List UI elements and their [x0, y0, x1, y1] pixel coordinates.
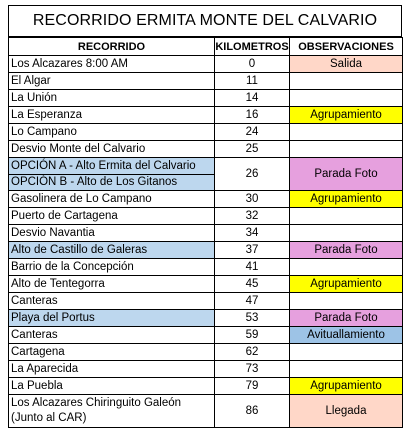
obs-cell[interactable]: Parada Foto	[290, 310, 403, 327]
obs-cell[interactable]: Agrupamiento	[290, 276, 403, 293]
km-cell[interactable]: 86	[215, 395, 290, 428]
obs-cell[interactable]	[290, 73, 403, 90]
obs-cell[interactable]	[290, 344, 403, 361]
route-cell[interactable]: Barrio de la Concepción	[9, 259, 215, 276]
table-row	[9, 124, 403, 141]
route-cell[interactable]: Puerto de Cartagena	[9, 208, 215, 225]
obs-cell[interactable]: Salida	[290, 56, 403, 73]
obs-cell[interactable]	[290, 259, 403, 276]
km-cell[interactable]: 47	[215, 293, 290, 310]
table-row	[9, 73, 403, 90]
km-cell[interactable]: 26	[215, 158, 290, 191]
obs-cell[interactable]: Agrupamiento	[290, 378, 403, 395]
table-row	[9, 395, 403, 428]
km-cell[interactable]: 0	[215, 56, 290, 73]
obs-cell[interactable]	[290, 90, 403, 107]
option-b-label: OPCIÓN B - Alto de Los Gitanos	[11, 175, 178, 188]
km-cell[interactable]: 30	[215, 191, 290, 208]
route-cell[interactable]: Canteras	[9, 327, 215, 344]
page-title: RECORRIDO ERMITA MONTE DEL CALVARIO	[8, 5, 402, 37]
obs-cell[interactable]	[290, 141, 403, 158]
km-cell[interactable]: 79	[215, 378, 290, 395]
finish-sublabel: (Junto al CAR)	[11, 412, 87, 424]
km-cell[interactable]: 59	[215, 327, 290, 344]
route-cell-finish[interactable]	[9, 395, 215, 428]
table-row	[9, 90, 403, 107]
route-cell[interactable]: Lo Campano	[9, 124, 215, 141]
km-cell[interactable]: 37	[215, 242, 290, 259]
km-cell[interactable]: 32	[215, 208, 290, 225]
header-row	[9, 38, 403, 56]
table-row	[9, 225, 403, 242]
km-cell[interactable]: 14	[215, 90, 290, 107]
obs-cell[interactable]: Avituallamiento	[290, 327, 403, 344]
table-row	[9, 158, 403, 191]
route-cell[interactable]: La Puebla	[9, 378, 215, 395]
finish-label: Los Alcazares Chiringuito Galeón	[11, 397, 182, 409]
obs-cell[interactable]	[290, 361, 403, 378]
obs-cell[interactable]: Agrupamiento	[290, 191, 403, 208]
obs-cell[interactable]	[290, 208, 403, 225]
table-row	[9, 361, 403, 378]
table-row	[9, 276, 403, 293]
table-row	[9, 242, 403, 259]
km-cell[interactable]: 53	[215, 310, 290, 327]
header-km: KILOMETROS	[215, 38, 290, 56]
route-table	[8, 37, 403, 428]
table-row	[9, 208, 403, 225]
route-cell[interactable]: La Esperanza	[9, 107, 215, 124]
header-observations: OBSERVACIONES	[290, 38, 403, 56]
km-cell[interactable]: 62	[215, 344, 290, 361]
km-cell[interactable]: 24	[215, 124, 290, 141]
route-cell[interactable]: Alto de Castillo de Galeras	[9, 242, 215, 259]
route-cell[interactable]: La Aparecida	[9, 361, 215, 378]
route-cell[interactable]: Desvio Monte del Calvario	[9, 141, 215, 158]
obs-cell[interactable]	[290, 225, 403, 242]
km-cell[interactable]: 45	[215, 276, 290, 293]
table-row	[9, 378, 403, 395]
table-row	[9, 107, 403, 124]
table-row	[9, 191, 403, 208]
table-row	[9, 56, 403, 73]
table-row	[9, 344, 403, 361]
header-route: RECORRIDO	[9, 38, 215, 56]
km-cell[interactable]: 16	[215, 107, 290, 124]
obs-cell[interactable]	[290, 293, 403, 310]
route-cell[interactable]: Alto de Tentegorra	[9, 276, 215, 293]
table-row	[9, 293, 403, 310]
route-cell[interactable]: Desvio Navantia	[9, 225, 215, 242]
route-cell-options[interactable]	[9, 158, 215, 191]
table-row	[9, 327, 403, 344]
route-cell[interactable]: La Unión	[9, 90, 215, 107]
km-cell[interactable]: 41	[215, 259, 290, 276]
obs-cell[interactable]: Parada Foto	[290, 242, 403, 259]
km-cell[interactable]: 11	[215, 73, 290, 90]
table-row	[9, 310, 403, 327]
route-cell[interactable]: Gasolinera de Lo Campano	[9, 191, 215, 208]
route-cell[interactable]: Los Alcazares 8:00 AM	[9, 56, 215, 73]
option-a-label: OPCIÓN A - Alto Ermita del Calvario	[9, 159, 214, 175]
route-cell[interactable]: Playa del Portus	[9, 310, 215, 327]
table-row	[9, 141, 403, 158]
table-row	[9, 259, 403, 276]
route-cell[interactable]: Cartagena	[9, 344, 215, 361]
route-cell[interactable]: El Algar	[9, 73, 215, 90]
obs-cell[interactable]: Agrupamiento	[290, 107, 403, 124]
obs-cell[interactable]: Llegada	[290, 395, 403, 428]
km-cell[interactable]: 25	[215, 141, 290, 158]
obs-cell[interactable]: Parada Foto	[290, 158, 403, 191]
km-cell[interactable]: 73	[215, 361, 290, 378]
route-cell[interactable]: Canteras	[9, 293, 215, 310]
km-cell[interactable]: 34	[215, 225, 290, 242]
obs-cell[interactable]	[290, 124, 403, 141]
